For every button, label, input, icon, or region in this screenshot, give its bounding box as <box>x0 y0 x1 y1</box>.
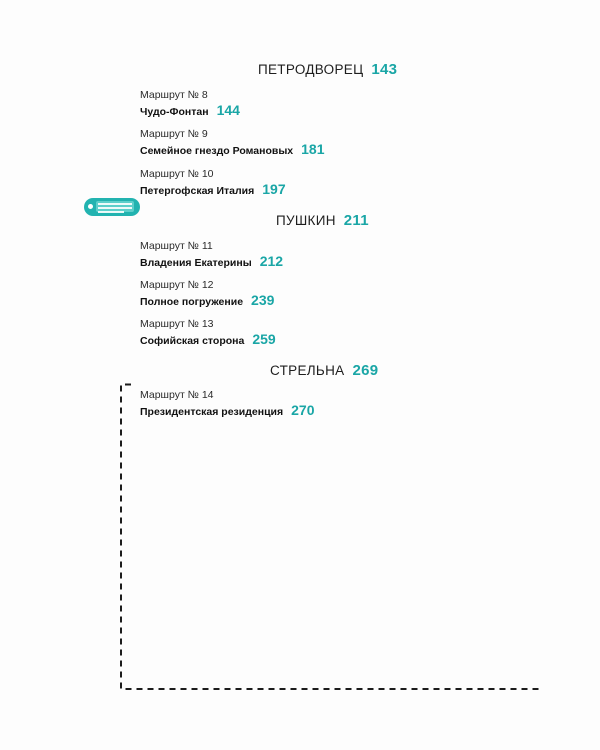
toc-entry-route-12[interactable] <box>140 279 274 310</box>
route-label: Маршрут № 10 <box>140 168 214 180</box>
section-heading-pushkin <box>276 212 369 229</box>
route-page-number[interactable]: 270 <box>291 402 315 418</box>
badge-line <box>98 211 124 213</box>
route-title: Семейное гнездо Романовых <box>140 145 294 157</box>
toc-entry-route-10[interactable] <box>140 168 286 199</box>
badge-line <box>98 207 132 209</box>
toc-entry-route-11[interactable] <box>140 240 283 271</box>
route-page-number[interactable]: 197 <box>262 181 286 197</box>
route-title: Софийская сторона <box>140 335 245 347</box>
route-page-number[interactable]: 239 <box>251 292 275 308</box>
toc-entry-route-13[interactable] <box>140 318 276 349</box>
route-label: Маршрут № 14 <box>140 389 214 401</box>
route-page-number[interactable]: 259 <box>252 331 276 347</box>
section-heading-petrodvorets <box>258 61 397 78</box>
toc-entry-route-8[interactable] <box>140 89 240 120</box>
section-title: ПЕТРОДВОРЕЦ <box>258 62 364 77</box>
section-page-number[interactable]: 269 <box>352 362 379 379</box>
route-title: Чудо-Фонтан <box>140 106 209 118</box>
dashed-frame-decoration <box>119 383 543 693</box>
route-title: Президентская резиденция <box>140 406 284 418</box>
route-page-number[interactable]: 181 <box>301 141 325 157</box>
route-title: Владения Екатерины <box>140 257 252 269</box>
publisher-badge-icon <box>84 198 140 216</box>
section-page-number[interactable]: 143 <box>371 61 398 78</box>
toc-entry-route-9[interactable] <box>140 128 325 159</box>
badge-line <box>98 203 132 205</box>
route-page-number[interactable]: 212 <box>259 253 284 269</box>
route-label: Маршрут № 8 <box>140 89 208 101</box>
route-title: Полное погружение <box>140 296 244 308</box>
section-title: ПУШКИН <box>276 213 336 228</box>
route-label: Маршрут № 12 <box>140 279 214 291</box>
section-page-number[interactable]: 211 <box>343 212 369 229</box>
section-heading-strelna <box>270 362 378 379</box>
route-label: Маршрут № 9 <box>140 128 208 140</box>
route-label: Маршрут № 13 <box>140 318 214 330</box>
route-page-number[interactable]: 144 <box>216 102 240 118</box>
route-label: Маршрут № 11 <box>140 240 213 252</box>
badge-dot-icon <box>88 204 93 209</box>
route-title: Петергофская Италия <box>140 185 255 197</box>
dashed-frame-line <box>121 385 541 690</box>
section-title: СТРЕЛЬНА <box>270 363 345 378</box>
